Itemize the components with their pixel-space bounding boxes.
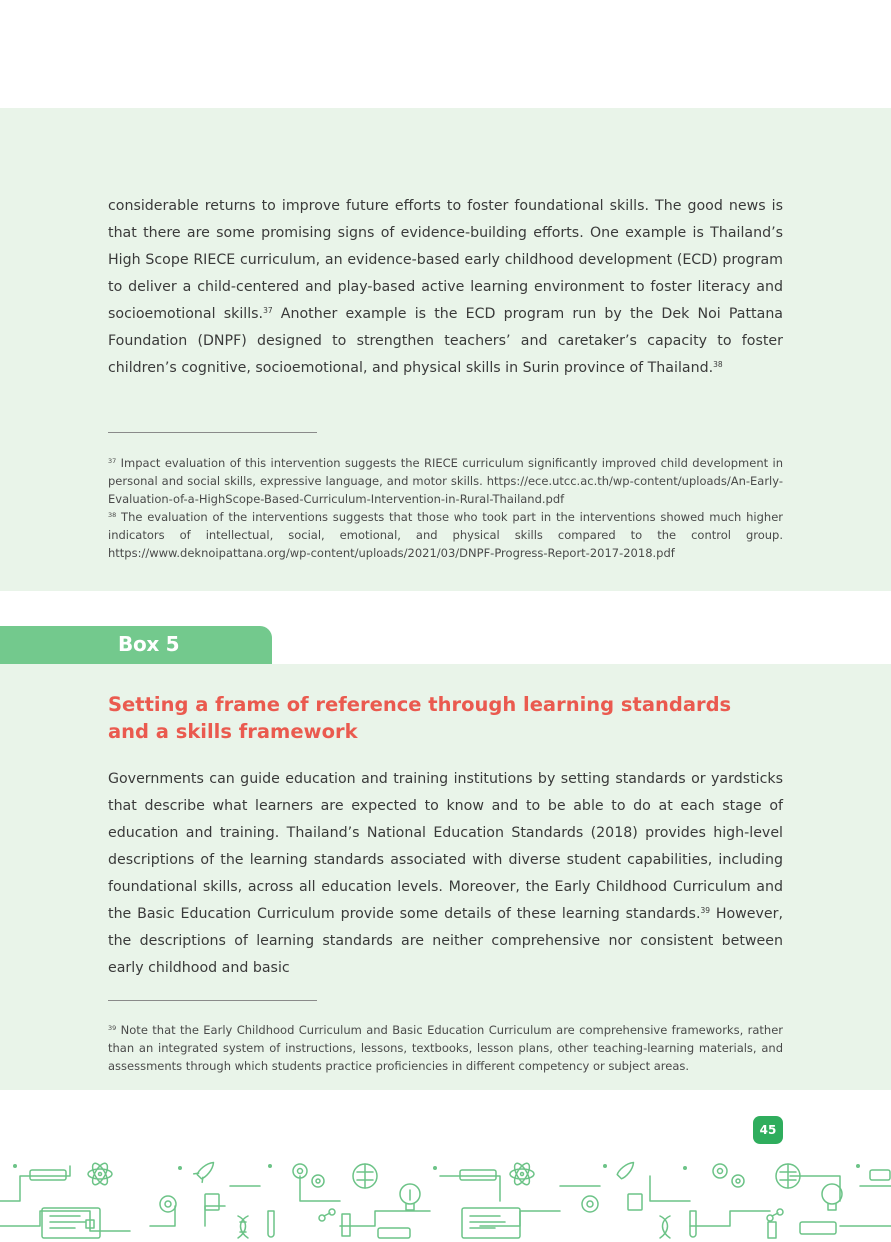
footnote-ref-38[interactable]: 38 xyxy=(713,360,723,369)
box-title-line-2: and a skills framework xyxy=(108,720,358,743)
footnote-ref-37[interactable]: 37 xyxy=(263,306,273,315)
test-tube-icon xyxy=(268,1211,274,1237)
star-icon xyxy=(13,1164,860,1170)
atom-icon xyxy=(88,1161,112,1187)
dna-icon xyxy=(238,1216,248,1238)
box-tab xyxy=(0,626,272,664)
document-icon xyxy=(42,1208,100,1238)
paragraph-text: considerable returns to improve future efforts to foster foundational skills. The good news is that there are some promising signs of evidence-building efforts. One example is Thailand’s High Scope RIECE curriculum, an evidence-based early childhood development (ECD) program to deliver a child-centered and play-based active learning environment to foster literacy and socioemotional skills.$^{37}$ Another example is the ECD program run by the Dek Noi Pattana Foundation (DNPF) designed to strengthen teachers’ and caretaker’s capacity to foster children’s cognitive, socioemotional, and physical skills in Surin province of Thailand.$^{38}$ xyxy=(108,198,784,376)
box-title xyxy=(108,691,748,745)
page-number-badge: 45 xyxy=(753,1116,783,1144)
lightbulb-icon xyxy=(400,1184,420,1210)
circuit-line xyxy=(0,1166,891,1231)
rocket-icon xyxy=(194,1158,218,1182)
footnotes xyxy=(108,1021,783,1075)
box-paragraph xyxy=(108,766,783,982)
footnote-divider xyxy=(108,432,317,433)
footnote-ref-39[interactable]: 39 xyxy=(700,906,711,915)
brain-icon xyxy=(353,1164,377,1188)
body-paragraph xyxy=(108,193,783,382)
box-label: Box 5 xyxy=(118,632,180,656)
battery-icon xyxy=(30,1170,66,1180)
paragraph-text: Governments can guide education and training institutions by setting standards or yardsticks that describe what learners are expected to know and to be able to do at each stage of education and training. Thailand’s National Education Standards (2018) provides high-level descriptions of the learning standards associated with diverse student capabilities, including foundational skills, across all education levels. Moreover, the Early Childhood Curriculum and the Basic Education Curriculum provide some details of these learning standards.$^{39}$ However, the descriptions of learning standards are neither comprehensive nor consistent between early childhood and basic xyxy=(108,771,783,976)
footnote-38: $^{38}$ The evaluation of the interventions suggests that those who took part in the interventions showed much higher indicators of intellectual, social, emotional, and physical skills compared to the control group. https://www.deknoipattana.org/wp-content/uploads/2021/03/DNPF-Progress-Report-2017-2018.pdf xyxy=(108,510,783,560)
book-icon xyxy=(205,1194,219,1210)
decorative-footer-strip xyxy=(0,1156,891,1242)
footnote-divider xyxy=(108,1000,317,1001)
footnotes xyxy=(108,454,783,562)
box-title-line-1: Setting a frame of reference through learning standards xyxy=(108,693,732,716)
footnote-39: $^{39}$ Note that the Early Childhood Curriculum and Basic Education Curriculum are comprehensive frameworks, rather than an integrated system of instructions, lessons, textbooks, lesson plans, other teaching-learning materials, and assessments through which students practice proficiencies in different competency or subject areas. xyxy=(108,1023,783,1073)
gear-icon xyxy=(160,1196,176,1212)
footnote-37: $^{37}$ Impact evaluation of this intervention suggests the RIECE curriculum significantly improved child development in personal and social skills, expressive language, and motor skills. https://ece.utcc.ac.th/wp-content/uploads/An-Early-Evaluation-of-a-HighScope-Based-Curriculum-Intervention-in-Rural-Thailand.pdf xyxy=(108,456,783,506)
